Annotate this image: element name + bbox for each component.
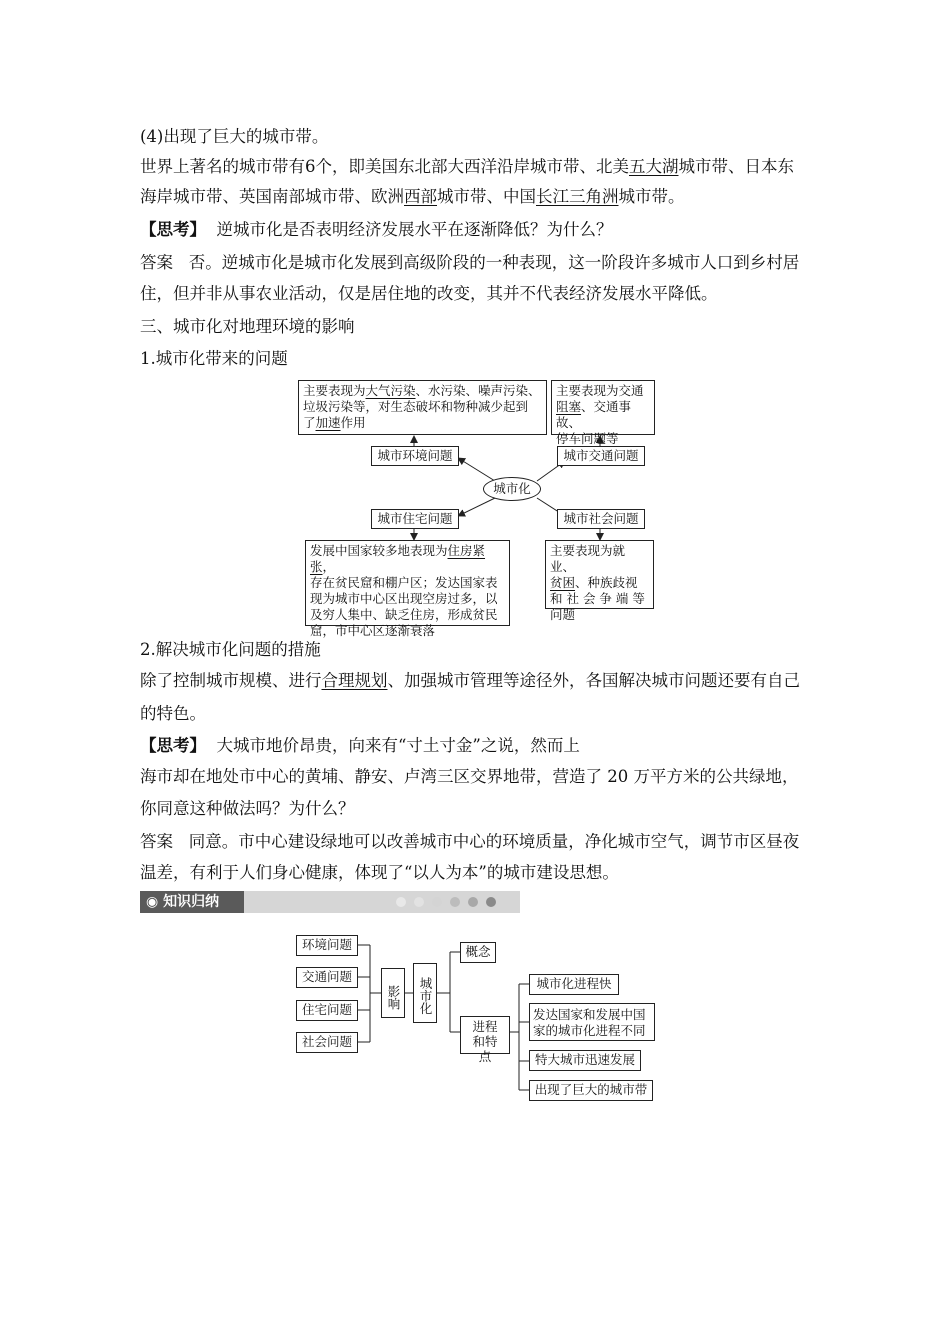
para4-line2: 海岸城市带、英国南部城市带、欧洲西部城市带、中国长江三角洲城市带。 [140,187,685,206]
feature-fast: 城市化进程快 [529,974,619,995]
section3-sub2: 2.解决城市化问题的措施 [140,640,321,659]
traffic-problem-detail: 主要表现为交通 阻塞、交通事故、 停车问题等 [551,380,655,435]
problem-traffic: 交通问题 [296,967,358,988]
feature-urban-belt: 出现了巨大的城市带 [529,1080,653,1101]
env-problem-detail: 主要表现为大气污染、水污染、噪声污染、 垃圾污染等，对生态破坏和物种减少起到 了加速作用 [298,380,547,435]
urbanization-center: 城市化 [483,477,541,501]
problem-social: 社会问题 [296,1032,358,1053]
env-problem-label: 城市环境问题 [371,446,459,466]
concept-node: 概念 [460,942,496,963]
think2-line3: 你同意这种做法吗？为什么？ [140,799,355,818]
problem-env: 环境问题 [296,935,358,956]
housing-problem-label: 城市住宅问题 [371,509,459,529]
think1-question: 【思考】 逆城市化是否表明经济发展水平在逐渐降低？为什么？ [140,220,613,239]
think2-answer-line1: 答案 同意。市中心建设绿地可以改善城市中心的环境质量，净化城市空气，调节市区昼夜 [140,832,800,851]
think2-line2: 海市却在地处市中心的黄埔、静安、卢湾三区交界地带，营造了 20 万平方米的公共绿地， [140,767,799,786]
feature-megacity: 特大城市迅速发展 [529,1050,641,1071]
urbanization-node: 城市化 [413,963,437,1023]
impact-node: 影响 [381,968,405,1018]
traffic-problem-label: 城市交通问题 [557,446,645,466]
para4-line1: 世界上著名的城市带有6个，即美国东北部大西洋沿岸城市带、北美五大湖城市带、日本东 [140,157,794,176]
social-problem-detail: 主要表现为就业、 贫困、种族歧视 和 社 会 争 端 等 问题 [545,540,654,609]
measures-line1: 除了控制城市规模、进行合理规划、加强城市管理等途径外，各国解决城市问题还要有自己 [140,671,800,690]
think2-question: 【思考】 大城市地价昂贵，向来有“寸土寸金”之说，然而上 [140,736,580,755]
think1-answer-line1: 答案 否。逆城市化是城市化发展到高级阶段的一种表现，这一阶段许多城市人口到乡村居 [140,253,800,272]
process-features-node: 进程和特点 [460,1016,510,1054]
measures-line2: 的特色。 [140,704,206,723]
social-problem-label: 城市社会问题 [557,509,645,529]
think1-answer-line2: 住，但并非从事农业活动，仅是居住地的改变，其并不代表经济发展水平降低。 [140,284,718,303]
housing-problem-detail: 发展中国家较多地表现为住房紧张， 存在贫民窟和棚户区；发达国家表 现为城市中心区出现空房过多，以 及穷人集中、缺乏住房，形成贫民 窟，市中心区逐渐衰落 [305,540,510,626]
section3-sub1: 1.城市化带来的问题 [140,349,288,368]
think2-answer-line2: 温差，有利于人们身心健康，体现了“以人为本”的城市建设思想。 [140,863,619,882]
problem-housing: 住宅问题 [296,1000,358,1021]
section3-title: 三、城市化对地理环境的影响 [140,317,355,336]
para4-title: (4)出现了巨大的城市带。 [140,127,329,146]
banner-title: ◉ 知识归纳 [140,891,244,913]
feature-different: 发达国家和发展中国家的城市化进程不同 [529,1003,655,1041]
